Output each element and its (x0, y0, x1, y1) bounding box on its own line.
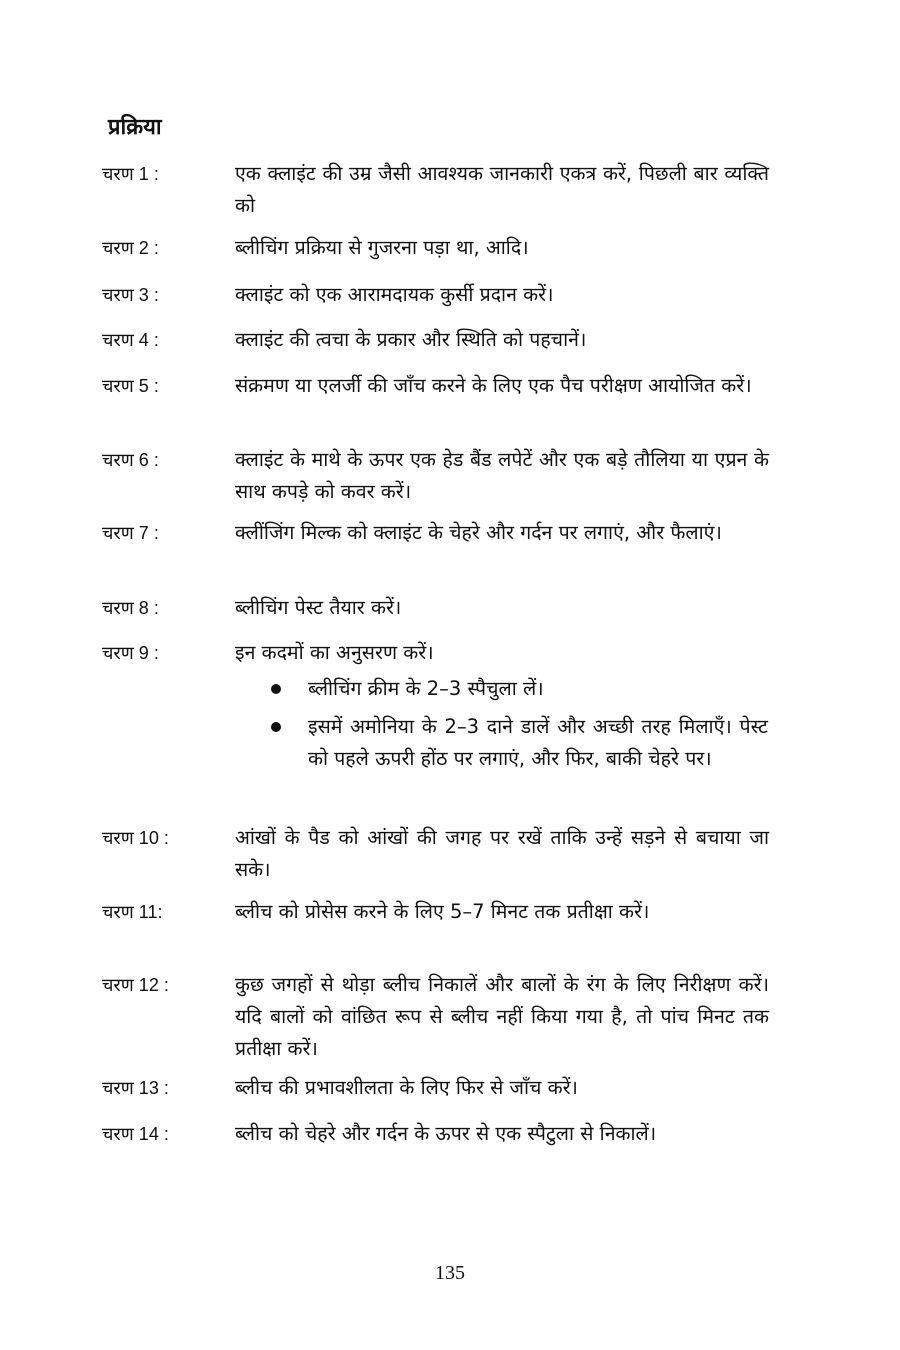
step-label: चरण 8 : (102, 598, 159, 618)
step-label: चरण 10 : (102, 828, 169, 848)
step-text: क्लाइंट की त्वचा के प्रकार और स्थिति को पहचानें। (235, 328, 587, 351)
step-text: ब्लीच को चेहरे और गर्दन के ऊपर से एक स्पैटुला से निकालें। (235, 1122, 657, 1145)
step-3 (102, 279, 774, 311)
step-text: क्लाइंट के माथे के ऊपर एक हेड बैंड लपेटें और एक बड़े तौलिया या एप्रन के साथ कपड़े को कवर करें। (235, 448, 769, 503)
step-1 (102, 158, 774, 222)
step-label: चरण 7 : (102, 523, 159, 543)
step-label: चरण 1 : (102, 164, 159, 184)
step-text: ब्लीचिंग पेस्ट तैयार करें। (235, 596, 402, 619)
section-heading: प्रक्रिया (108, 115, 162, 140)
step-label: चरण 4 : (102, 330, 159, 350)
step-text: आंखों के पैड को आंखों की जगह पर रखें ताकि उन्हें सड़ने से बचाया जा सके। (235, 826, 769, 881)
step-4 (102, 324, 774, 356)
step-8 (102, 592, 774, 624)
step-text: ब्लीच की प्रभावशीलता के लिए फिर से जाँच करें। (235, 1076, 578, 1099)
step-text: संक्रमण या एलर्जी की जाँच करने के लिए एक पैच परीक्षण आयोजित करें। (235, 374, 752, 397)
step-text: ब्लीच को प्रोसेस करने के लिए 5–7 मिनट तक प्रतीक्षा करें। (235, 900, 650, 923)
bullet-item: ब्लीचिंग क्रीम के 2–3 स्पैचुला लें। (308, 673, 768, 705)
step-label: चरण 14 : (102, 1124, 169, 1144)
step-11 (102, 896, 774, 928)
step-5 (102, 370, 774, 402)
step-label: चरण 13 : (102, 1078, 169, 1098)
step-10 (102, 822, 774, 886)
step-label: चरण 3 : (102, 285, 159, 305)
step-label: चरण 2 : (102, 238, 159, 258)
step-6 (102, 444, 774, 508)
step-12 (102, 969, 774, 1065)
step-text (235, 637, 769, 775)
step-7 (102, 517, 774, 549)
step-label: चरण 9 : (102, 643, 159, 663)
step-label: चरण 5 : (102, 376, 159, 396)
bullet-list (235, 673, 769, 775)
bullet-item: इसमें अमोनिया के 2–3 दाने डालें और अच्छी तरह मिलाएँ। पेस्ट को पहले ऊपरी होंठ पर लगाएं, और फिर, बाकी चेहरे पर। (308, 711, 768, 775)
page-number: 135 (435, 1262, 465, 1284)
step-text: कुछ जगहों से थोड़ा ब्लीच निकालें और बालों के रंग के लिए निरीक्षण करें। यदि बालों को वांछित रूप से ब्लीच नहीं किया गया है, तो पांच मिनट तक प्रतीक्षा करें। (235, 973, 769, 1060)
step-text: क्लींजिंग मिल्क को क्लाइंट के चेहरे और गर्दन पर लगाएं, और फैलाएं। (235, 521, 722, 544)
step-label: चरण 6 : (102, 450, 159, 470)
step-text: क्लाइंट को एक आरामदायक कुर्सी प्रदान करें। (235, 283, 554, 306)
step-label: चरण 11: (102, 902, 163, 922)
step-13 (102, 1072, 774, 1104)
step-2 (102, 232, 774, 264)
step-text: ब्लीचिंग प्रक्रिया से गुजरना पड़ा था, आदि। (235, 236, 529, 259)
step-14 (102, 1118, 774, 1150)
step-9 (102, 637, 774, 781)
step-intro: इन कदमों का अनुसरण करें। (235, 641, 434, 664)
step-label: चरण 12 : (102, 975, 169, 995)
step-text: एक क्लाइंट की उम्र जैसी आवश्यक जानकारी एकत्र करें, पिछली बार व्यक्ति को (235, 162, 769, 217)
